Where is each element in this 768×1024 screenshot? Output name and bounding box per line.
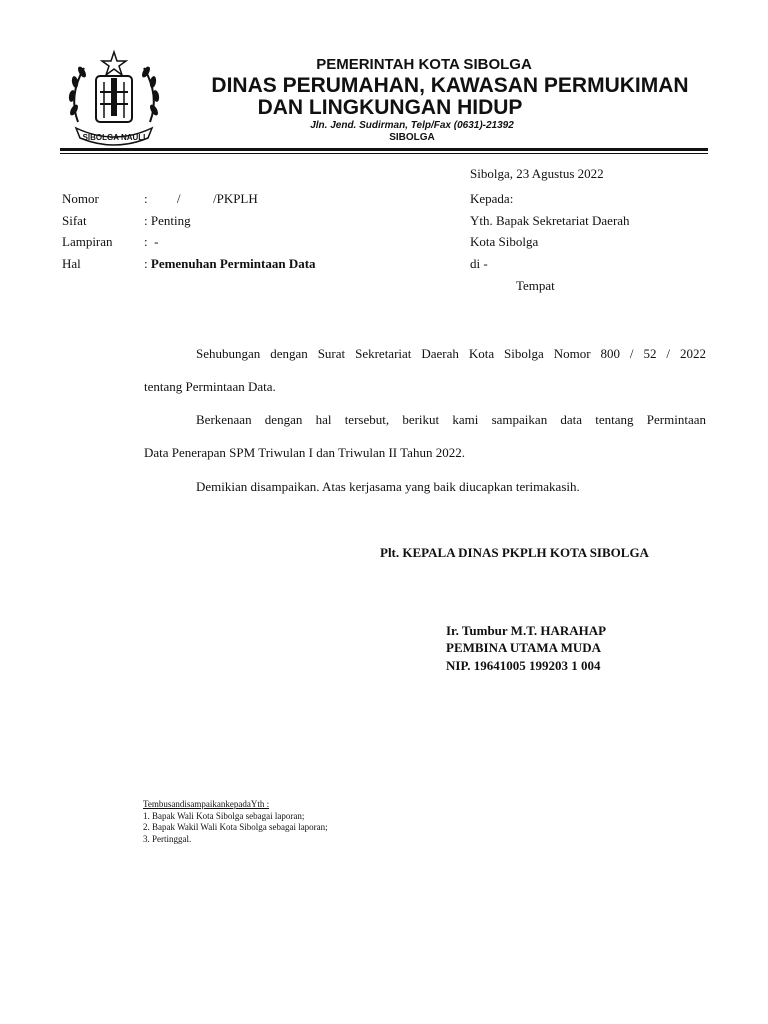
government-name: PEMERINTAH KOTA SIBOLGA xyxy=(316,56,532,73)
department-name-line2: DAN LINGKUNGAN HIDUP xyxy=(257,96,523,119)
hal-label: Hal xyxy=(62,256,81,271)
recipient-kepada: Kepada: xyxy=(470,191,514,206)
tembusan-item: 1. Bapak Wali Kota Sibolga sebagai laporan; xyxy=(143,810,305,821)
tembusan-item: 3. Pertinggal. xyxy=(143,833,192,844)
hal-colon: : xyxy=(144,256,151,271)
body-paragraph-2 xyxy=(144,403,706,469)
hal-value-row xyxy=(144,256,316,272)
department-name-line1: DINAS PERUMAHAN, KAWASAN PERMUKIMAN xyxy=(211,74,689,97)
sifat-label: Sifat xyxy=(62,213,87,228)
letterhead-divider-thin xyxy=(60,153,708,154)
signature-title: Plt. KEPALA DINAS PKPLH KOTA SIBOLGA xyxy=(380,545,649,560)
hal-value: Pemenuhan Permintaan Data xyxy=(150,256,316,271)
city-emblem-logo xyxy=(64,48,164,148)
body-paragraph-2-first-line: Berkenaan dengan hal tersebut, berikut kami sampaikan data tentang Permintaan xyxy=(196,412,706,427)
department-city: SIBOLGA xyxy=(389,132,435,143)
lampiran-value: : - xyxy=(144,234,159,249)
department-address: Jln. Jend. Sudirman, Telp/Fax (0631)-21392 xyxy=(310,120,514,131)
body-paragraph-3: Demikian disampaikan. Atas kerjasama yang baik diucapkan terimakasih. xyxy=(196,479,580,494)
recipient-line1: Yth. Bapak Sekretariat Daerah xyxy=(470,213,630,228)
signatory-name: Ir. Tumbur M.T. HARAHAP xyxy=(446,623,607,638)
body-paragraph-1 xyxy=(144,337,706,403)
tembusan-item: 2. Bapak Wakil Wali Kota Sibolga sebagai laporan; xyxy=(143,822,328,832)
nomor-label: Nomor xyxy=(62,191,99,206)
recipient-line3: di - xyxy=(470,256,488,271)
body-paragraph-2-second-line: Data Penerapan SPM Triwulan I dan Triwulan II Tahun 2022. xyxy=(144,445,465,460)
body-paragraph-1-second-line: tentang Permintaan Data. xyxy=(144,379,276,394)
recipient-line4: Tempat xyxy=(516,278,555,293)
lampiran-label: Lampiran xyxy=(62,234,113,249)
recipient-line2: Kota Sibolga xyxy=(470,234,539,249)
letterhead-divider-thick xyxy=(60,148,708,151)
logo-ribbon-text: SIBOLGA NAULI xyxy=(82,133,146,142)
signatory-rank: PEMBINA UTAMA MUDA xyxy=(446,640,602,655)
tembusan-block xyxy=(143,799,328,845)
tembusan-heading: TembusandisampaikankepadaYth : xyxy=(143,799,270,809)
body-paragraph-1-first-line: Sehubungan dengan Surat Sekretariat Daerah Kota Sibolga Nomor 800 / 52 / 2022 xyxy=(196,346,706,361)
nomor-value: : / /PKPLH xyxy=(144,191,258,206)
sifat-value: : Penting xyxy=(144,213,191,228)
signatory-nip: NIP. 19641005 199203 1 004 xyxy=(446,658,601,673)
letter-date: Sibolga, 23 Agustus 2022 xyxy=(470,166,604,181)
